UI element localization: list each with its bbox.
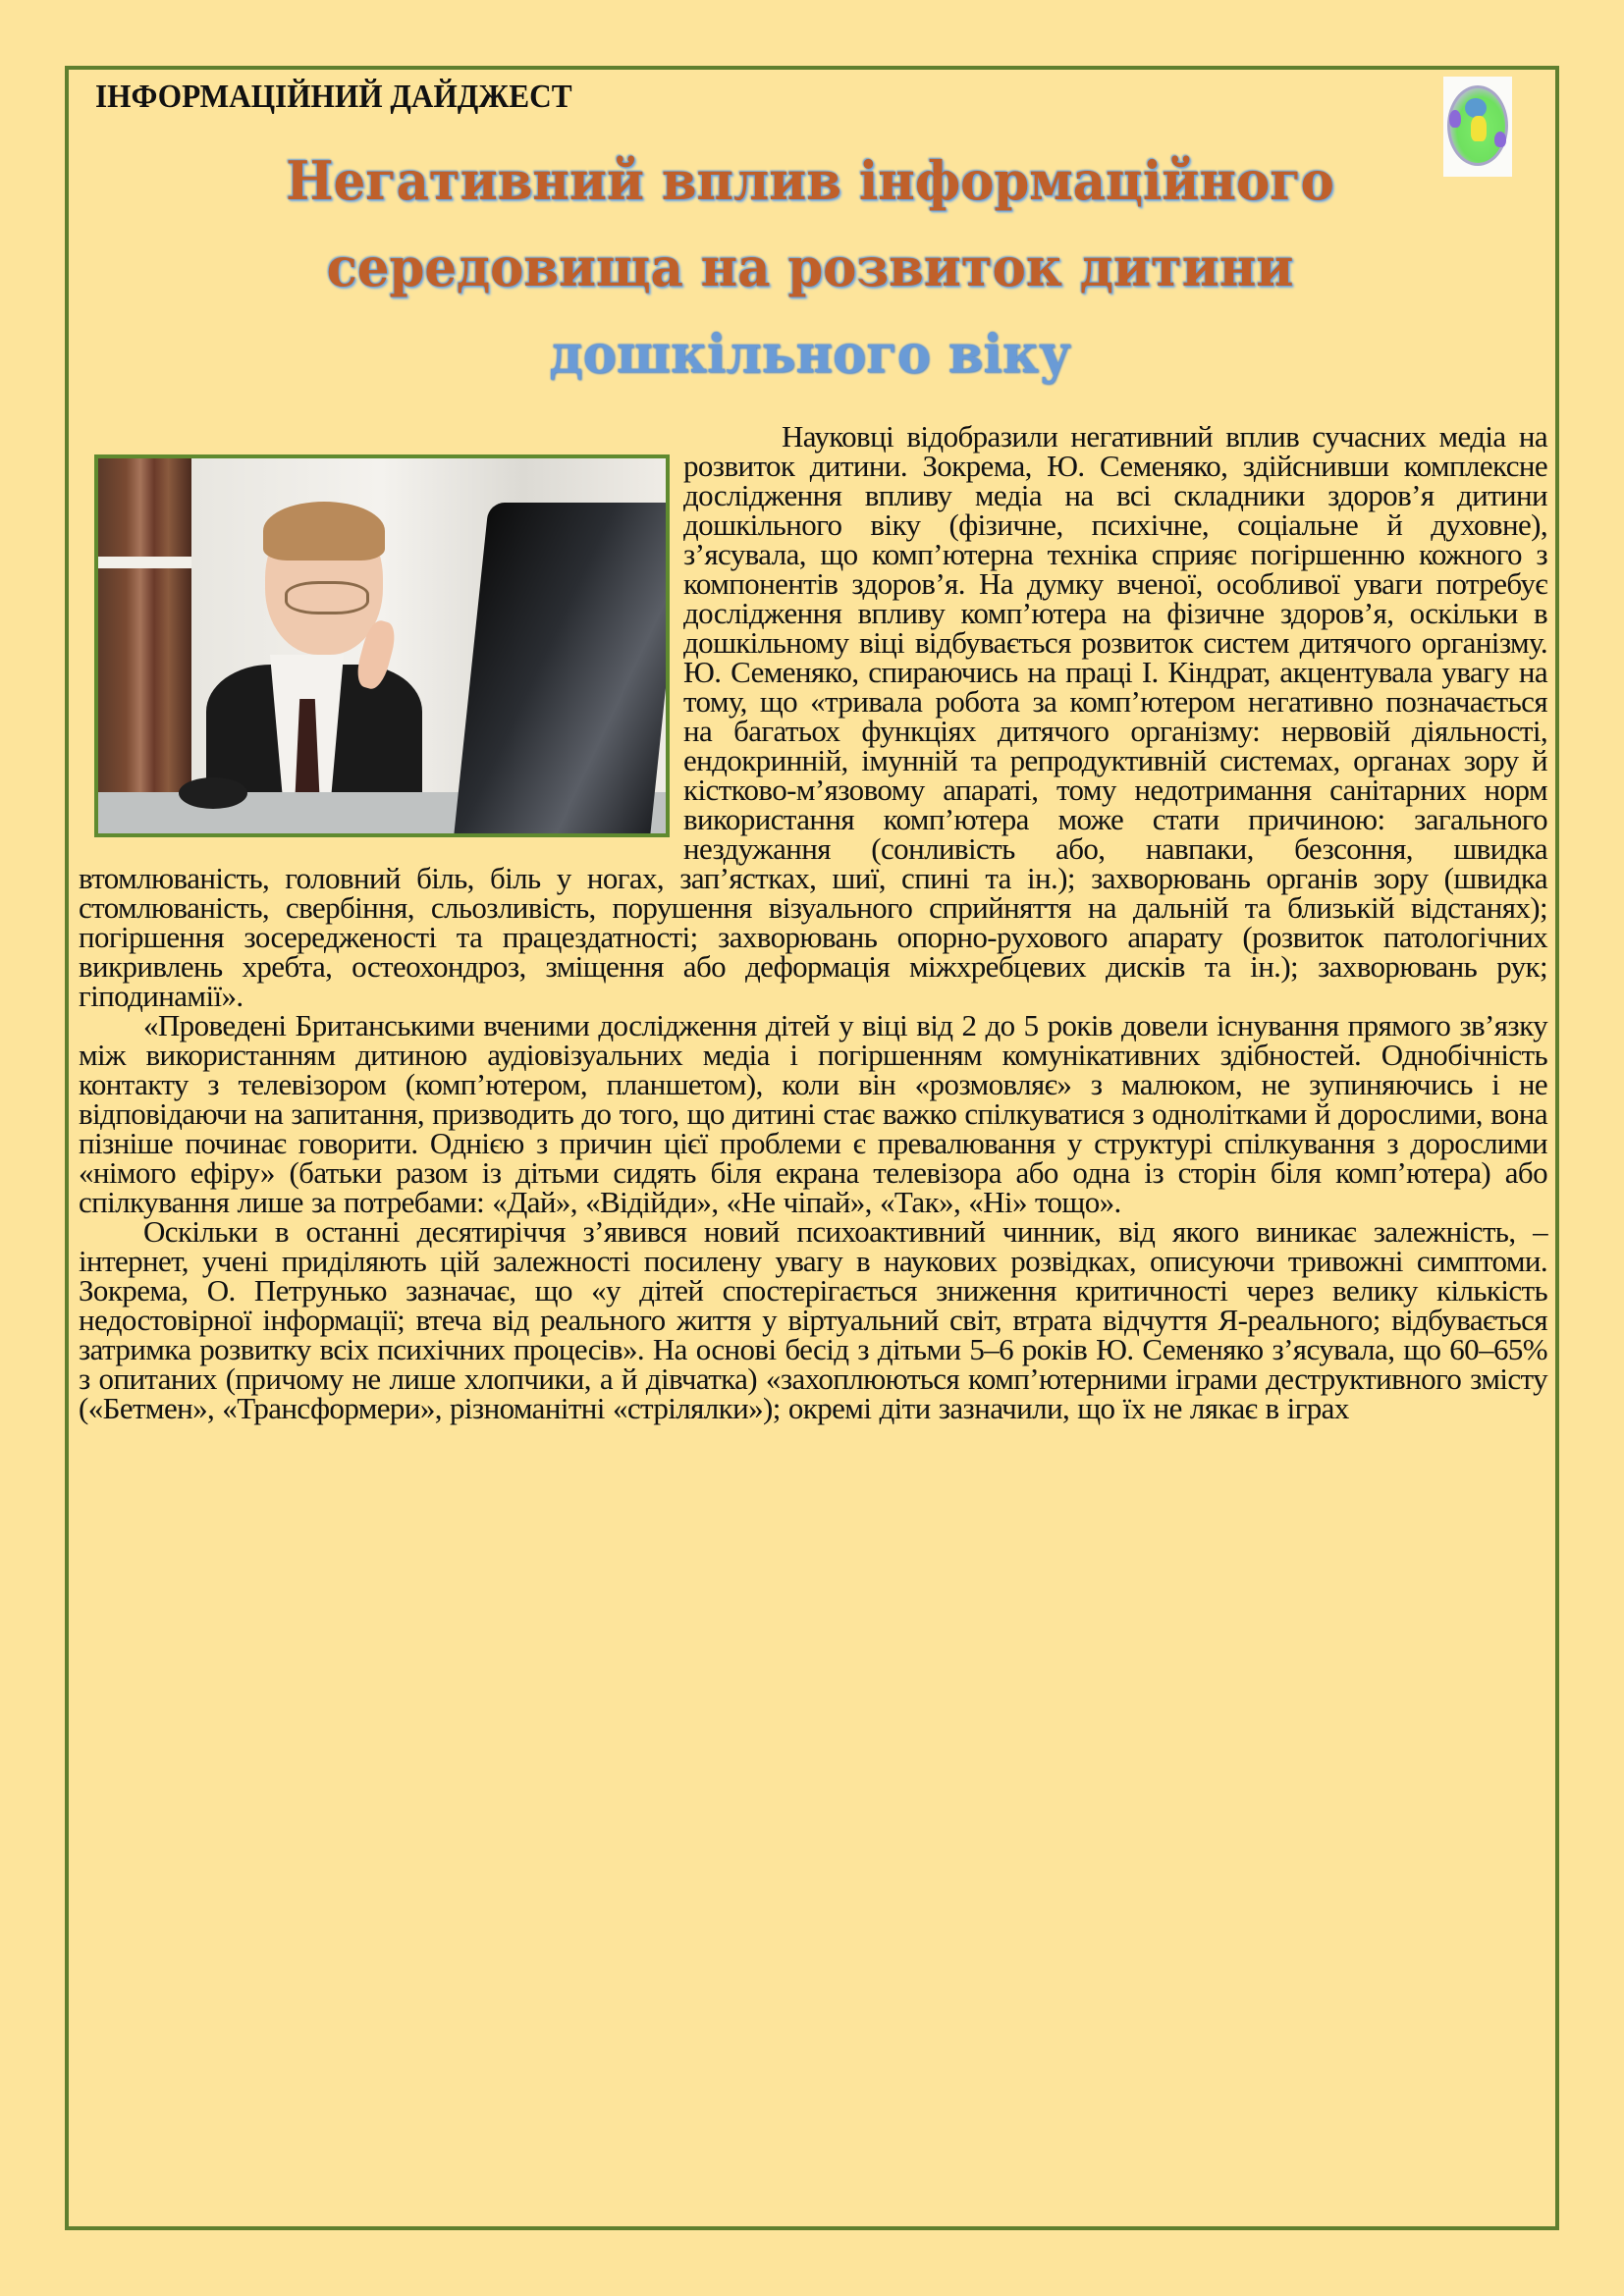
logo-flower-icon <box>1449 110 1461 128</box>
paragraph-3: Оскільки в останні десятиріччя з’явився новий психоактивний чинник, від якого виникає залежність, – інтернет, учені приділяють цій залежності посилену увагу в наукових розвідках, описуючи тривожні симптоми. Зокрема, О. Петрунько зазначає, що «у дітей спостерігається зниження критичності через велику кількість недостовірної інформації; втеча від реального життя у віртуальний світ, втрата відчуття Я-реального; відбувається затримка розвитку всіх психічних процесів». На основі бесід з дітьми 5–6 років Ю. Семеняко з’ясувала, що 60–65% з опитаних (причому не лише хлопчики, а й дівчатка) «захоплюються комп’ютерними іграми деструктивного змісту («Бетмен», «Трансформери», різноманітні «стрілялки»); окремі діти зазначили, що їх не лякає в іграх <box>79 1214 1547 1425</box>
logo-girl-icon <box>1471 116 1487 141</box>
paragraph-2: «Проведені Британськими вченими дослідження дітей у віці від 2 до 5 років довели існування прямого зв’язку між використанням дитиною аудіовізуальних медіа і погіршенням комунікативних здібностей. Однобічність контакту з телевізором (комп’ютером, планшетом), коли він «розмовляє» з малюком, не зупиняючись і не відповідаючи на запитання, призводить до того, що дитині стає важко спілкуватися з однолітками й дорослими, вона пізніше починає говорити. Однією з причин цієї проблеми є превалювання у структурі спілкування з дорослими «німого ефіру» (батьки разом із дітьми сидять біля екрана телевізора або одна із сторін біля комп’ютера) або спілкування лише за потребами: «Дай», «Відійди», «Не чіпай», «Так», «Ні» тощо». <box>79 1008 1547 1219</box>
paragraph-1: Науковці відобразили негативний вплив сучасних медіа на розвиток дитини. Зокрема, Ю. Семеняко, здійснивши комплексне дослідження впливу медіа на всі складники здоров’я дитини дошкільного віку (фізичне, психічне, соціальне й духовне), з’ясувала, що комп’ютерна техніка сприяє погіршенню кожного з компонентів здоров’я. На думку вченої, особливої уваги потребує дослідження впливу комп’ютера на фізичне здоров’я, оскільки в дошкільному віці відбувається розвиток систем дитячого організму. Ю. Семеняко, спираючись на праці І. Кіндрат, акцентувала увагу на тому, що «тривала робота за комп’ютером негативно позначається на багатьох функціях дитячого організму: нервовій діяльності, ендокринній, імунній та репродуктивній системах, органах зору й кістково-м’язовому апараті, тому недотримання санітарних норм використання комп’ютера може стати причиною: загального нездужання (сонливість або, навпаки, безсоння, швидка втомлюваність, головний біль, біль у ногах, зап’ястках, шиї, спині та ін.); захворювань органів зору (швидка стомлюваність, свербіння, сльозливість, порушення візуального сприйняття на дальній та близькій відстанях); погіршення зосередженості та працездатності; захворювань опорно-рухового апарату (розвиток патологічних викривлень хребта, остеохондроз, зміщення або деформація міжхребцевих дисків та ін.); захворювань рук; гіподинамії». <box>79 419 1547 1013</box>
logo-flower-icon <box>1494 132 1506 147</box>
logo-hat-icon <box>1465 98 1487 118</box>
page-title <box>227 137 1393 397</box>
title-line-2: середовища на розвиток дитини <box>326 236 1294 298</box>
kindergarten-logo-icon <box>1443 77 1512 177</box>
title-line-1: Негативний вплив інформаційного <box>286 149 1334 212</box>
title-line-3: дошкільного віку <box>549 322 1071 385</box>
image-float-spacer <box>79 422 683 841</box>
article-body <box>79 419 1547 1425</box>
digest-label: ІНФОРМАЦІЙНИЙ ДАЙДЖЕСТ <box>95 79 572 115</box>
